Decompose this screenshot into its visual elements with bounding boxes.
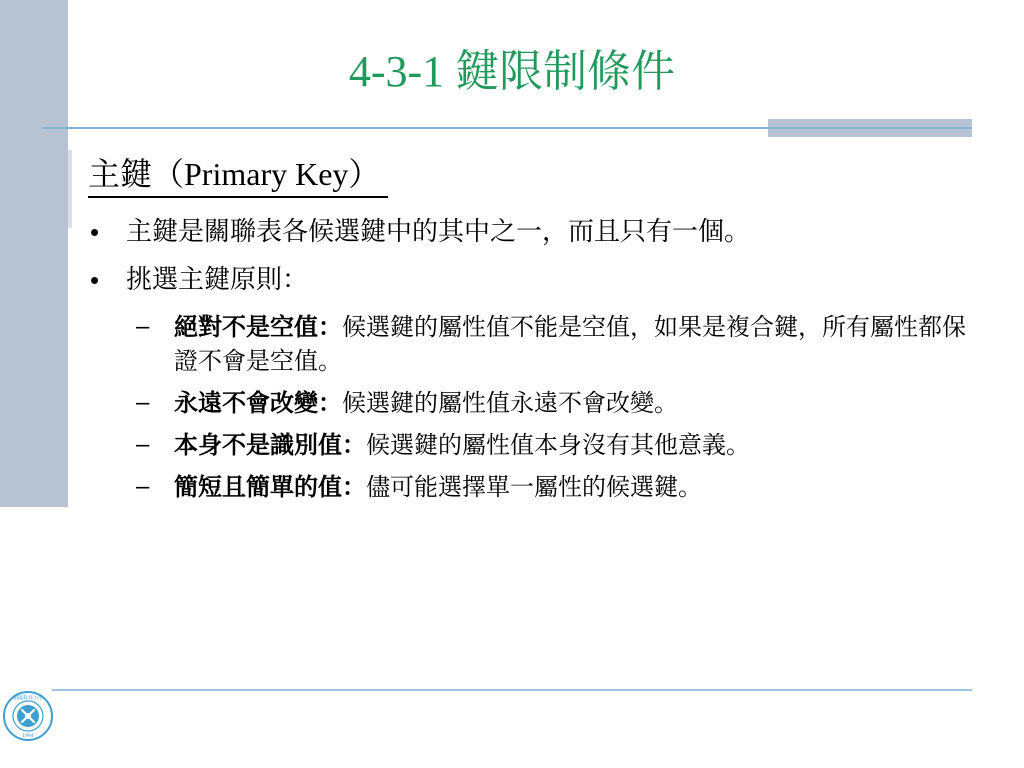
dash-marker: – <box>136 473 150 500</box>
university-seal-icon <box>2 690 54 742</box>
sub-bullet-heading: 絕對不是空值： <box>174 312 342 341</box>
sub-bullet-heading: 簡短且簡單的值： <box>174 472 366 501</box>
bullet-list <box>82 214 982 512</box>
sub-bullet-item <box>128 310 982 378</box>
bullet-item <box>82 214 982 250</box>
sub-bullet-text: 候選鍵的屬性值永遠不會改變。 <box>342 389 678 417</box>
subheading: 主鍵（Primary Key） <box>88 152 388 198</box>
logo-ring-text: 朝陽科技大學 <box>12 695 44 702</box>
bullet-marker: • <box>90 217 100 247</box>
dash-marker: – <box>136 431 150 458</box>
sub-bullet-heading: 永遠不會改變： <box>174 388 342 417</box>
sub-bullet-text: 候選鍵的屬性值本身沒有其他意義。 <box>366 431 750 459</box>
dash-marker: – <box>136 389 150 416</box>
sub-bullet-container <box>82 310 982 504</box>
sub-bullet-list <box>82 310 982 504</box>
sub-bullet-item <box>128 428 982 462</box>
sub-bullet-item <box>128 470 982 504</box>
bullet-text: 挑選主鍵原則： <box>126 265 309 295</box>
bullet-marker: • <box>90 265 100 295</box>
sub-bullet-text: 儘可能選擇單一屬性的候選鍵。 <box>366 473 702 501</box>
footer-divider <box>52 689 972 691</box>
sub-bullet-heading: 本身不是識別值： <box>174 430 366 459</box>
sub-bullet-item <box>128 386 982 420</box>
bullet-item <box>82 262 982 298</box>
logo-year: 1994 <box>22 734 34 739</box>
bullet-text: 主鍵是關聯表各候選鍵中的其中之一，而且只有一個。 <box>126 217 751 247</box>
dash-marker: – <box>136 313 150 340</box>
left-accent-bar-edge <box>68 150 72 228</box>
sub-bullet-text: 候選鍵的屬性值不能是空值，如果是複合鍵，所有屬性都保證不會是空值。 <box>174 313 966 375</box>
slide-title: 4-3-1 鍵限制條件 <box>348 47 676 96</box>
title-divider <box>42 127 972 129</box>
